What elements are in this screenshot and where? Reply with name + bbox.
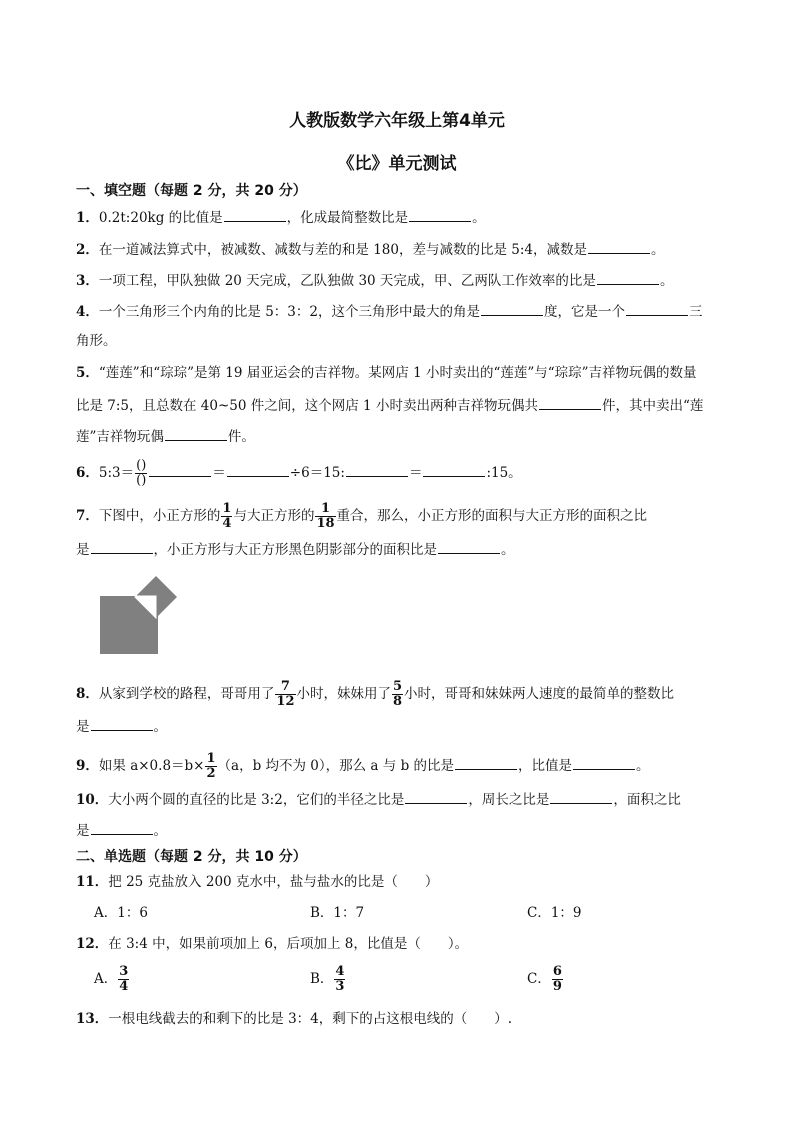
fraction (315, 502, 335, 531)
question-text: 是 (76, 719, 90, 735)
fraction-denominator: 2 (206, 766, 216, 781)
question-text: 。 (636, 758, 650, 774)
question-number: 13． (76, 1011, 109, 1027)
question-text: 0.2t:20kg 的比值是 (98, 210, 223, 226)
answer-blank[interactable] (149, 462, 211, 477)
question-text: 小时，哥哥和妹妹两人速度的最简单的整数比 (404, 686, 675, 702)
question-5 (76, 363, 697, 383)
question-text: 比是 7:5，且总数在 40~50 件之间，这个网店 1 小时卖出两种吉祥物玩偶共 (76, 398, 538, 414)
option-label: A． (94, 971, 118, 987)
question-text: 从家到学校的路程，哥哥用了 (98, 686, 275, 702)
answer-blank[interactable] (165, 426, 227, 441)
fraction-numerator: 1 (222, 501, 232, 516)
answer-blank[interactable] (455, 755, 517, 770)
question-5-continued (76, 426, 255, 447)
squares-figure (98, 574, 180, 656)
question-text: 是 (76, 542, 90, 558)
fraction-numerator: 7 (280, 679, 290, 694)
question-text: 。 (650, 242, 665, 258)
question-text: 。 (472, 210, 486, 226)
question-text: ＝ (408, 465, 423, 481)
answer-blank[interactable] (481, 301, 543, 316)
fraction-denominator: 12 (276, 694, 295, 709)
question-text: （a，b 均不为 0），那么 a 与 b 的比是 (217, 758, 454, 774)
question-text: 角形。 (76, 333, 117, 349)
fraction-numerator: 4 (335, 964, 345, 979)
question-number: 6． (76, 465, 99, 481)
fraction (552, 965, 563, 994)
option-b[interactable] (310, 965, 346, 994)
question-text: 小时，妹妹用了 (296, 686, 391, 702)
question-text: ，小正方形与大正方形黑色阴影部分的面积比是 (153, 542, 437, 558)
fraction-denominator: 4 (119, 979, 129, 994)
question-8 (76, 680, 674, 709)
question-number: 11． (76, 874, 109, 890)
question-text: 。 (153, 823, 167, 839)
question-4 (76, 301, 702, 322)
fraction-denominator: () (136, 473, 147, 488)
fraction-numerator: 1 (206, 751, 216, 766)
answer-blank[interactable] (588, 239, 650, 254)
fraction-blank[interactable] (135, 459, 147, 488)
section-heading-fill-in: 一、填空题（每题 2 分，共 20 分） (76, 183, 307, 199)
question-text: 如果 a×0.8＝b× (98, 758, 205, 774)
question-number: 10． (76, 792, 109, 808)
fraction-denominator: 4 (222, 516, 232, 531)
question-2 (76, 239, 664, 260)
question-text: 莲”吉祥物玩偶 (76, 429, 164, 445)
question-text: 度，它是一个 (543, 304, 625, 320)
question-text: 一根电线截去的和剩下的比是 3：4，剩下的占这根电线的（ ）. (108, 1011, 513, 1027)
option-c[interactable] (527, 965, 564, 994)
answer-blank[interactable] (573, 755, 635, 770)
question-text: ，化成最简整数比是 (286, 210, 409, 226)
section-heading-single-choice: 二、单选题（每题 2 分，共 10 分） (76, 849, 307, 865)
question-number: 8． (76, 686, 99, 702)
question-text: 5:3＝ (98, 465, 135, 481)
fraction (392, 680, 403, 709)
question-12 (76, 934, 468, 954)
question-13 (76, 1009, 512, 1029)
question-11 (76, 872, 438, 892)
fraction-numerator: 5 (393, 679, 403, 694)
question-5-continued (76, 395, 703, 416)
question-text: 是 (76, 823, 90, 839)
question-8-continued (76, 716, 167, 737)
question-9 (76, 752, 650, 781)
option-a[interactable] (94, 965, 130, 994)
question-text: 在 3:4 中，如果前项加上 6，后项加上 8，比值是（ ）。 (108, 936, 469, 952)
question-3 (76, 270, 673, 291)
fraction-numerator: 3 (119, 964, 129, 979)
question-number: 9． (76, 758, 99, 774)
answer-blank[interactable] (91, 820, 153, 835)
question-text: 件。 (227, 429, 255, 445)
question-number: 5． (76, 365, 99, 381)
question-text: 。 (659, 273, 674, 289)
fraction-denominator: 18 (316, 516, 335, 531)
fraction (205, 752, 216, 781)
question-text: 三 (688, 304, 703, 320)
answer-blank[interactable] (539, 395, 601, 410)
fraction-numerator: 6 (552, 964, 562, 979)
question-text: 一项工程，甲队独做 20 天完成，乙队独做 30 天完成，甲、乙两队工作效率的比是 (98, 273, 596, 289)
answer-blank[interactable] (626, 301, 688, 316)
question-text: 一个三角形三个内角的比是 5：3：2，这个三角形中最大的角是 (98, 304, 480, 320)
question-number: 1． (76, 210, 99, 226)
question-text: 。 (501, 542, 515, 558)
answer-blank[interactable] (346, 462, 408, 477)
question-4-continued (76, 331, 117, 351)
question-number: 7． (76, 508, 99, 524)
option-label: C． (527, 971, 551, 987)
question-text: 大小两个圆的直径的比是 3:2，它们的半径之比是 (108, 792, 405, 808)
question-text: 下图中，小正方形的 (98, 508, 221, 524)
fraction-denominator: 9 (552, 979, 562, 994)
question-text: ＝ (212, 465, 226, 481)
question-text: 件，其中卖出“莲 (601, 398, 704, 414)
fraction (275, 680, 295, 709)
answer-blank[interactable] (597, 270, 659, 285)
question-text: ，面积之比 (613, 792, 681, 808)
answer-blank[interactable] (409, 207, 471, 222)
question-text: ，周长之比是 (468, 792, 550, 808)
question-text: 重合，那么，小正方形的面积与大正方形的面积之比 (336, 508, 648, 524)
answer-blank[interactable] (224, 207, 286, 222)
page-title: 人教版数学六年级上第4单元 (289, 111, 505, 131)
option-a[interactable]: A．1：6 (94, 905, 148, 921)
question-text: 把 25 克盐放入 200 克水中，盐与盐水的比是（ ） (108, 874, 439, 890)
option-b[interactable]: B．1：7 (310, 905, 365, 921)
page-subtitle: 《比》单元测试 (337, 154, 457, 174)
question-text: 。 (153, 719, 167, 735)
question-number: 3． (76, 273, 99, 289)
question-number: 4． (76, 304, 99, 320)
question-7-continued (76, 539, 515, 560)
question-10-continued (76, 820, 167, 841)
question-number: 2． (76, 242, 99, 258)
answer-blank[interactable] (91, 539, 153, 554)
option-c[interactable]: C．1：9 (527, 905, 582, 921)
answer-blank[interactable] (227, 462, 289, 477)
fraction-denominator: 8 (393, 694, 403, 709)
question-6 (76, 459, 522, 488)
answer-blank[interactable] (423, 462, 485, 477)
question-number: 12． (76, 936, 109, 952)
answer-blank[interactable] (438, 539, 500, 554)
fraction-denominator: 3 (335, 979, 345, 994)
answer-blank[interactable] (550, 789, 612, 804)
fraction-numerator: () (136, 458, 147, 473)
fraction (221, 502, 232, 531)
question-text: “莲莲”和“琮琮”是第 19 届亚运会的吉祥物。某网店 1 小时卖出的“莲莲”与“琮琮”吉祥物玩偶的数量 (98, 365, 697, 381)
fraction-numerator: 1 (320, 501, 331, 516)
question-10 (76, 789, 681, 810)
question-text: 与大正方形的 (233, 508, 315, 524)
fraction (334, 965, 345, 994)
question-text: 在一道减法算式中，被减数、减数与差的和是 180，差与减数的比是 5:4，减数是 (98, 242, 587, 258)
question-text: ，比值是 (518, 758, 572, 774)
question-7 (76, 502, 647, 531)
question-1 (76, 207, 486, 228)
question-text: :15。 (486, 465, 522, 481)
fraction (118, 965, 129, 994)
option-label: B． (310, 971, 334, 987)
question-text: ÷6＝15: (289, 465, 345, 481)
answer-blank[interactable] (91, 716, 153, 731)
answer-blank[interactable] (405, 789, 467, 804)
